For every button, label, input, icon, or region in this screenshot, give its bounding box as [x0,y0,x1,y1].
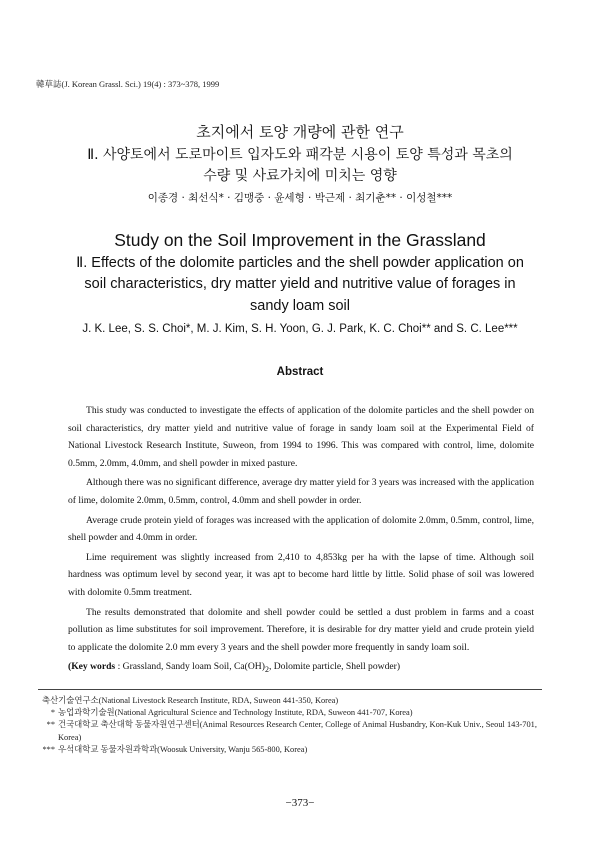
korean-title-line-1: 초지에서 토양 개량에 관한 연구 [196,123,404,141]
korean-authors: 이종경 · 최선식* · 김맹중 · 윤세형 · 박근제 · 최기춘** · 이성철*** [147,192,453,204]
abstract-paragraph: This study was conducted to investigate the effects of application of the dolomite particles and the shell powder on soil characteristics, dry matter yield and nutritive value of forage in sandy loam soil at the Experimental Field of National Livestock Research Institute, Suweon, from 1994 to 1996. This was compared with control, lime, dolomite 0.5mm, 2.0mm, 4.0mm, and shell powder in mixed pasture. [68,405,534,469]
affiliation-footnotes [38,695,543,756]
journal-reference: 韓草誌(J. Korean Grassl. Sci.) 19(4) : 373~378, 1999 [36,79,220,89]
footnote-divider [38,689,542,690]
keywords-text-2: , Dolomite particle, Shell powder) [268,661,401,673]
korean-title-line-2: Ⅱ. 사양토에서 도로마이트 입자도와 패각분 시용이 토양 특성과 목초의 [87,147,513,163]
english-authors: J. K. Lee, S. S. Choi*, M. J. Kim, S. H. Yoon, G. J. Park, K. C. Choi** and S. C. Lee*** [82,323,518,335]
footnote-text: 농업과학기술원(National Agricultural Science and Technology Institute, RDA, Suweon 441-707, Korea) [58,708,413,718]
footnote [38,695,543,707]
abstract-paragraph: The results demonstrated that dolomite and shell powder could be settled a dust problem in farms and a coast pollution as lime substitutes for soil improvement. Therefore, it is desirable for dry matter yield and crude protein yield to applicate the dolomite 2.0 mm every 3 years and the shell powder more frequently in sandy loam soil. [68,606,534,653]
abstract-body [68,402,534,681]
footnote-text: 건국대학교 축산대학 동물자원연구센터(Animal Resources Research Center, College of Animal Husbandry, Kon-Kuk Univ., Seoul 143-701, Korea) [58,720,537,742]
footnote-text: 축산기술연구소(National Livestock Research Institute, RDA, Suweon 441-350, Korea) [42,696,339,705]
footnote-text: 우석대학교 동물자원과학과(Woosuk University, Wanju 565-800, Korea) [58,744,308,754]
abstract-heading: Abstract [276,366,324,378]
korean-title-line-3: 수량 및 사료가치에 미치는 영향 [203,168,397,184]
keywords-label: (Key words [68,661,116,673]
english-subtitle-line-1: Ⅱ. Effects of the dolomite particles and the shell powder application on [76,255,524,271]
keywords-subscript: 2 [264,665,269,675]
keywords-text-1: : Grassland, Sandy loam Soil, Ca(OH) [115,661,265,673]
footnote-mark: *** [42,744,55,754]
footnote [38,707,543,719]
abstract-paragraph: Although there was no significant difference, average dry matter yield for 3 years was increased with the application of lime, dolomite 2.0mm, 0.5mm, control, 4.0mm and shell powder in order. [68,477,534,506]
footnote-mark: * [50,708,55,718]
footnote [38,744,543,756]
keywords [68,658,534,679]
footnote [38,719,543,743]
english-subtitle-line-3: sandy loam soil [250,298,350,314]
english-subtitle-line-2: soil characteristics, dry matter yield and nutritive value of forages in [84,276,516,292]
abstract-paragraph: Lime requirement was slightly increased from 2,410 to 4,853kg per ha with the lapse of time. Although soil hardness was optimum level by second year, it was apt to become hard little by little. Solid phase of soil was lowered with dolomite 0.5mm treatment. [68,551,534,598]
abstract-paragraph: Average crude protein yield of forages was increased with the application of dolomite 2.0mm, 0.5mm, control, lime, shell powder and 4.0mm in order. [68,514,534,544]
page-number: −373− [285,797,315,809]
footnote-mark: ** [46,720,55,730]
english-title: Study on the Soil Improvement in the Grassland [114,230,486,250]
